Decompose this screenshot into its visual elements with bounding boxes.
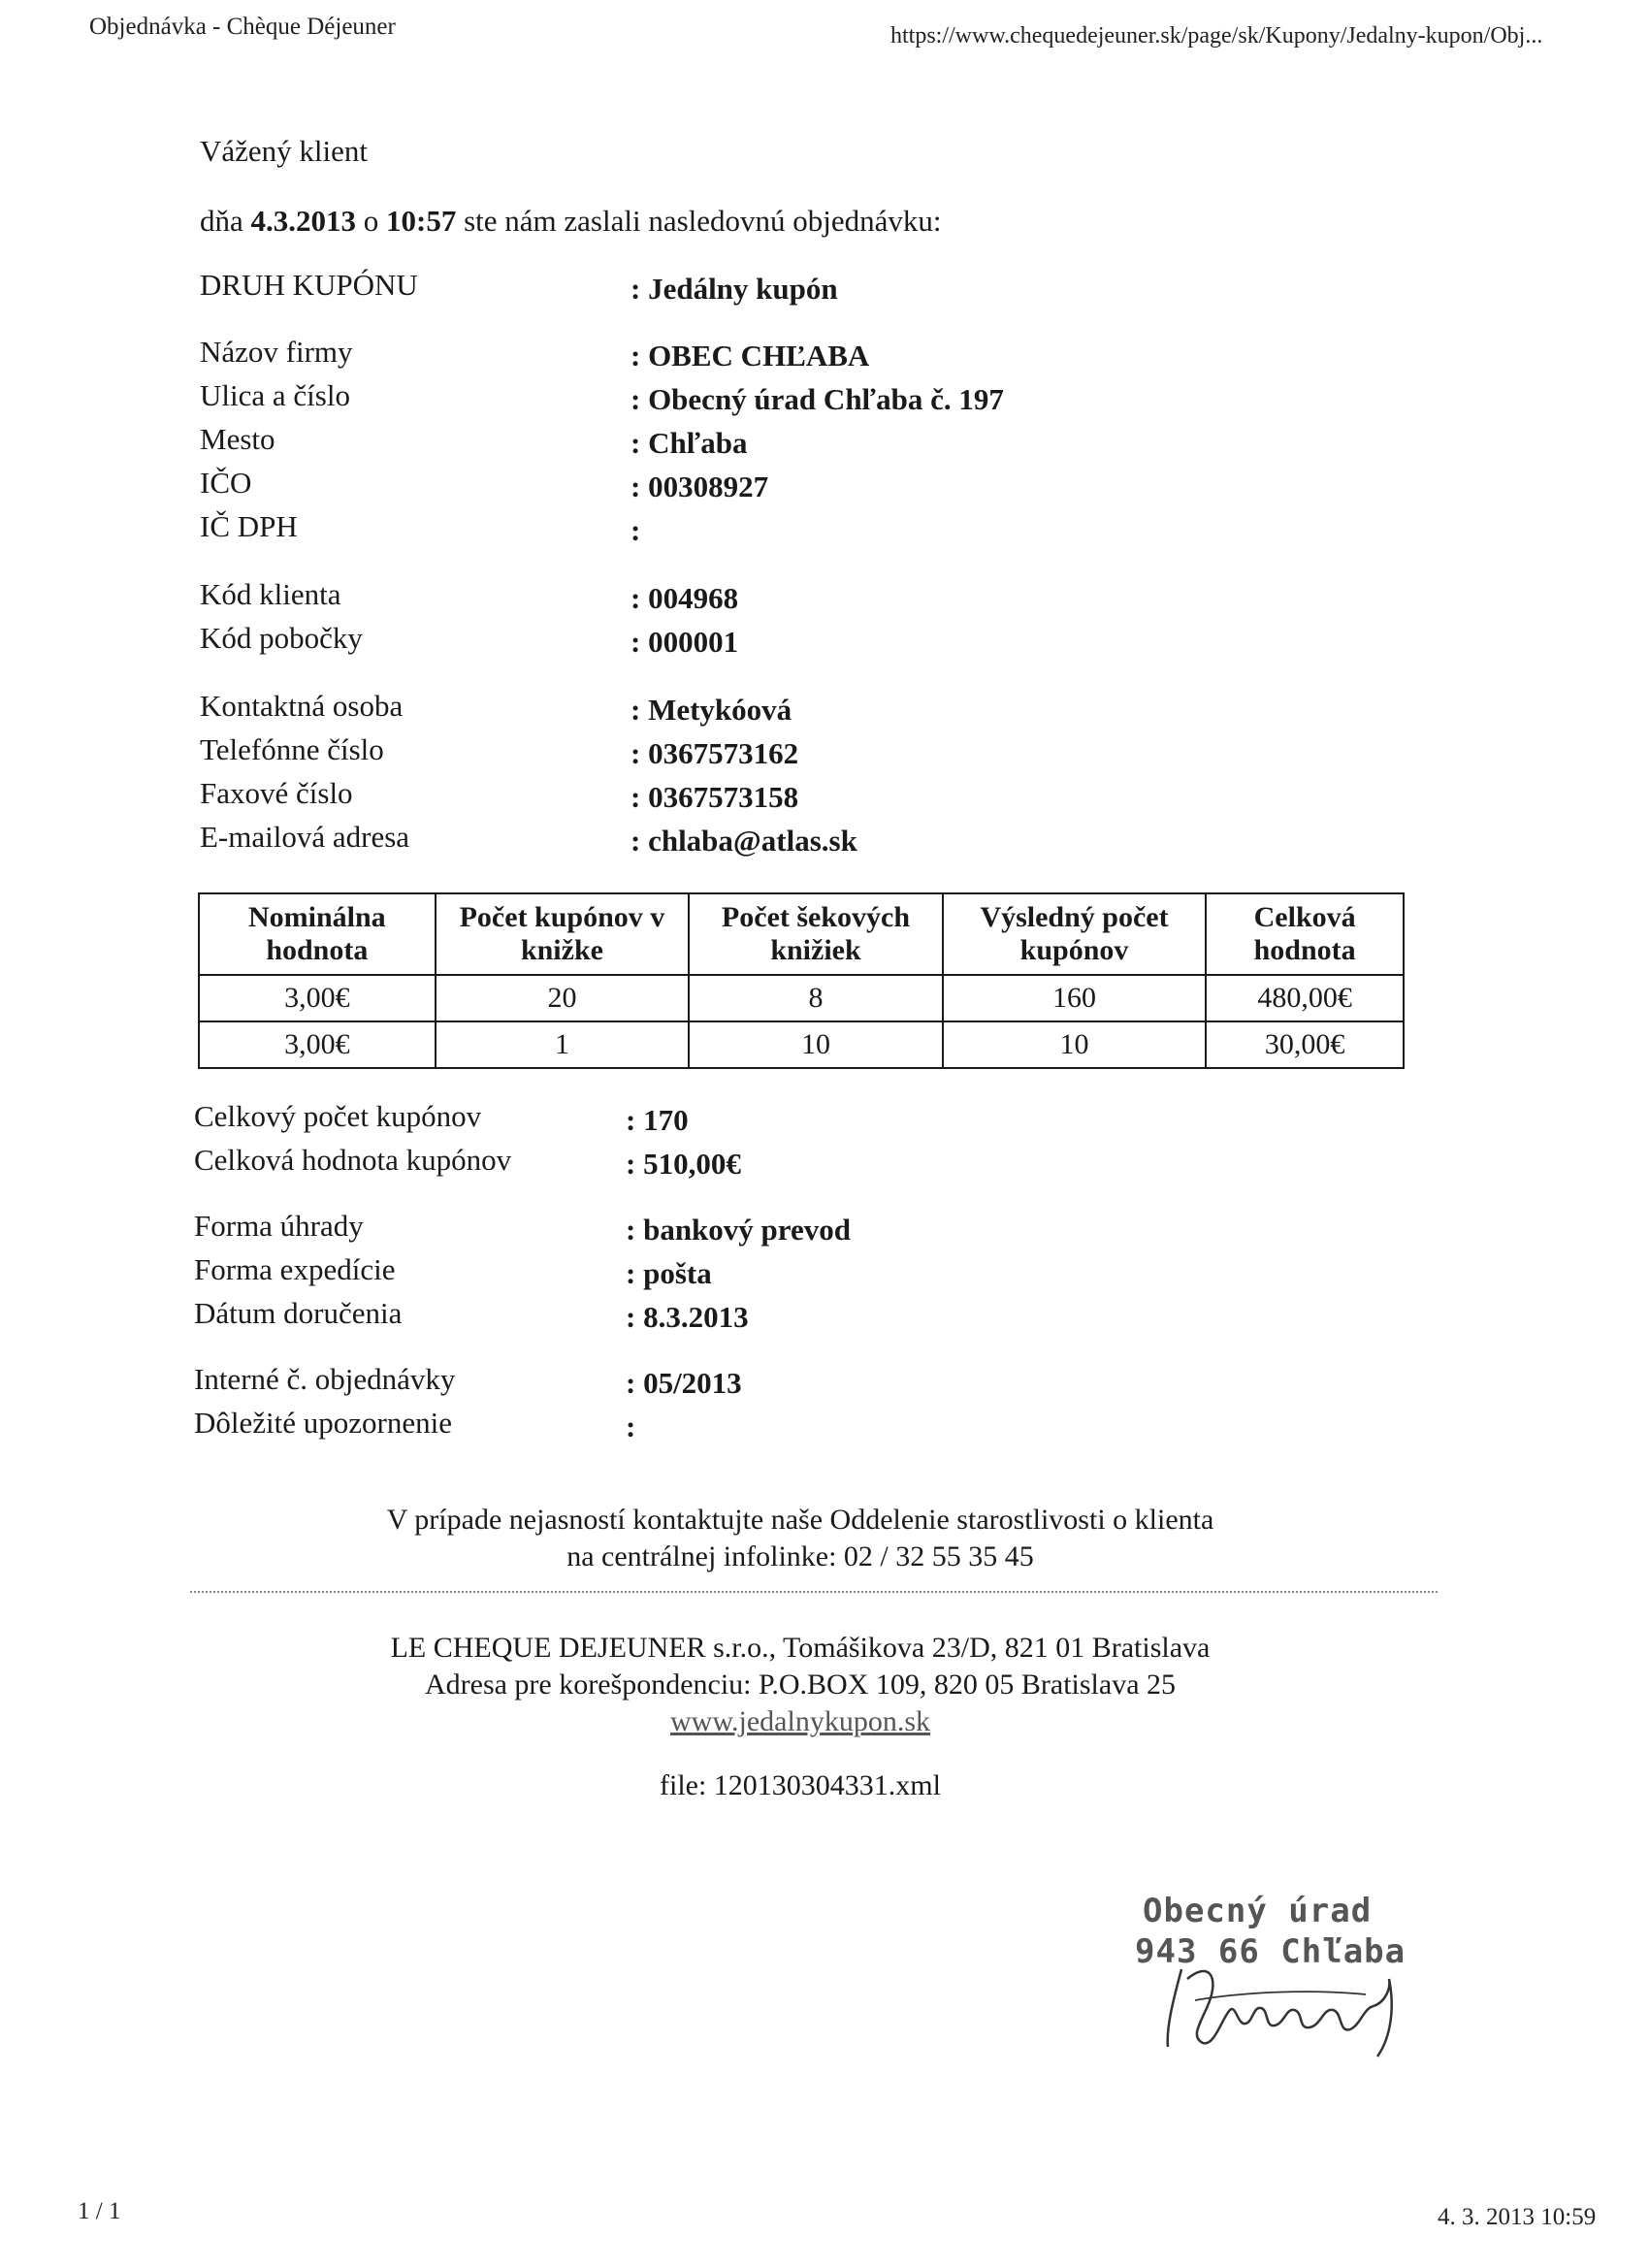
summary-value-uhrada: : bankový prevod <box>626 1213 851 1247</box>
summary-label-pocet: Celkový počet kupónov <box>194 1099 482 1133</box>
table-header-row <box>199 893 1404 975</box>
summary-label-interne: Interné č. objednávky <box>194 1362 456 1396</box>
field-label-ico: IČO <box>200 466 252 500</box>
table-cell: 3,00€ <box>199 1021 436 1068</box>
footer-file-name: file: 120130304331.xml <box>660 1769 941 1801</box>
field-value-druh: : Jedálny kupón <box>630 272 838 306</box>
summary-label-dorucenie: Dátum doručenia <box>194 1296 403 1330</box>
print-page-number: 1 / 1 <box>78 2198 121 2224</box>
summary-label-hodnota: Celková hodnota kupónov <box>194 1143 512 1177</box>
footer-website-link[interactable]: www.jedalnykupon.sk <box>669 1705 931 1737</box>
table-row <box>199 975 1404 1021</box>
field-value-email: : chlaba@atlas.sk <box>630 824 857 858</box>
field-label-mesto: Mesto <box>200 422 275 456</box>
field-value-kontakt: : Metykóová <box>630 693 792 727</box>
summary-label-upozornenie: Dôležité upozornenie <box>194 1406 452 1440</box>
municipal-stamp <box>1135 1892 1406 1971</box>
summary-label-uhrada: Forma úhrady <box>194 1209 364 1243</box>
summary-value-hodnota: : 510,00€ <box>626 1147 741 1181</box>
intro-line <box>200 204 942 239</box>
field-value-icdph: : <box>630 513 641 547</box>
summary-value-interne: : 05/2013 <box>626 1366 742 1400</box>
field-label-kod-pobocky: Kód pobočky <box>200 621 363 655</box>
contact-note-line-1: V prípade nejasností kontaktujte naše Oddelenie starostlivosti o klienta <box>386 1504 1214 1536</box>
contact-note-line-2: na centrálnej infolinke: 02 / 32 55 35 45 <box>566 1540 1034 1572</box>
table-cell: 1 <box>436 1021 690 1068</box>
field-value-ico: : 00308927 <box>630 470 769 503</box>
field-value-kod-klienta: : 004968 <box>630 581 739 615</box>
table-cell: 8 <box>689 975 943 1021</box>
field-label-telefon: Telefónne číslo <box>200 732 384 766</box>
print-url: https://www.chequedejeuner.sk/page/sk/Kupony/Jedalny-kupon/Obj... <box>890 23 1543 49</box>
summary-value-pocet: : 170 <box>626 1103 689 1137</box>
signature-icon <box>1152 1950 1424 2076</box>
field-label-kod-klienta: Kód klienta <box>200 577 341 611</box>
table-cell: 20 <box>436 975 690 1021</box>
stamp-line-2: 943 66 Chľaba <box>1135 1932 1406 1971</box>
field-label-druh: DRUH KUPÓNU <box>200 268 418 302</box>
field-value-fax: : 0367573158 <box>630 780 799 814</box>
field-value-kod-pobocky: : 000001 <box>630 625 739 659</box>
coupon-table <box>198 892 1405 1069</box>
stamp-line-1: Obecný úrad <box>1143 1892 1373 1930</box>
footer-postal-address: Adresa pre korešpondenciu: P.O.BOX 109, 820 05 Bratislava 25 <box>424 1669 1177 1701</box>
table-cell: 10 <box>689 1021 943 1068</box>
footer-divider <box>190 1591 1438 1593</box>
col-header-result-count: Výsledný počet kupónov <box>943 893 1207 975</box>
print-page-title: Objednávka - Chèque Déjeuner <box>89 14 396 40</box>
field-label-icdph: IČ DPH <box>200 509 298 543</box>
summary-label-expedicia: Forma expedície <box>194 1252 396 1286</box>
table-cell: 30,00€ <box>1206 1021 1404 1068</box>
table-row <box>199 1021 1404 1068</box>
print-timestamp: 4. 3. 2013 10:59 <box>1438 2204 1597 2230</box>
table-cell: 160 <box>943 975 1207 1021</box>
field-value-telefon: : 0367573162 <box>630 736 799 770</box>
table-cell: 3,00€ <box>199 975 436 1021</box>
table-cell: 480,00€ <box>1206 975 1404 1021</box>
field-label-ulica: Ulica a číslo <box>200 378 350 412</box>
field-label-kontakt: Kontaktná osoba <box>200 689 404 723</box>
summary-value-upozornenie: : <box>626 1409 636 1443</box>
col-header-coupons-per-book: Počet kupónov v knižke <box>436 893 690 975</box>
greeting: Vážený klient <box>200 134 369 168</box>
intro-middle: o <box>356 204 387 238</box>
field-label-email: E-mailová adresa <box>200 820 410 854</box>
order-date: 4.3.2013 <box>250 204 357 238</box>
order-time: 10:57 <box>386 204 457 238</box>
col-header-total-value: Celková hodnota <box>1206 893 1404 975</box>
col-header-nominal: Nominálna hodnota <box>199 893 436 975</box>
field-label-firma: Názov firmy <box>200 335 353 369</box>
table-cell: 10 <box>943 1021 1207 1068</box>
footer-website-wrap <box>0 1705 1600 1738</box>
footer-company: LE CHEQUE DEJEUNER s.r.o., Tomášikova 23/D, 821 01 Bratislava <box>390 1632 1211 1664</box>
field-value-mesto: : Chľaba <box>630 426 748 460</box>
summary-value-dorucenie: : 8.3.2013 <box>626 1300 749 1334</box>
intro-suffix: ste nám zaslali nasledovnú objednávku: <box>456 204 942 238</box>
col-header-book-count: Počet šekových knižiek <box>689 893 943 975</box>
field-value-ulica: : Obecný úrad Chľaba č. 197 <box>630 382 1004 416</box>
field-value-firma: : OBEC CHĽABA <box>630 339 870 373</box>
intro-prefix: dňa <box>200 204 251 238</box>
field-label-fax: Faxové číslo <box>200 776 353 810</box>
summary-value-expedicia: : pošta <box>626 1256 712 1290</box>
